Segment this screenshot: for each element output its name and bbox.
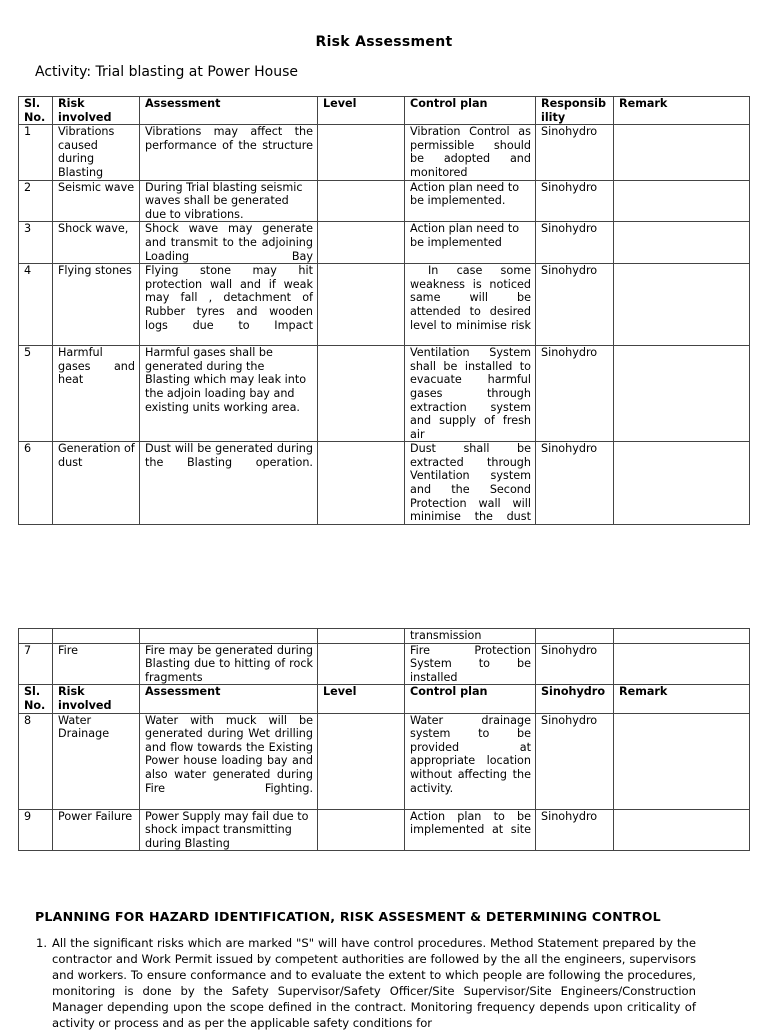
cell-responsibility: Sinohydro [536,809,614,851]
list-item-number: 1. [36,936,48,950]
header-control-plan: Control plan [405,97,536,125]
cell-level [318,643,405,685]
cell-assessment: Fire may be generated during Blasting due to hitting of rock fragments [140,643,318,685]
cell-level [318,442,405,525]
cell-risk: Seismic wave [53,180,140,222]
cell-control: transmission [405,629,536,644]
cell-control: Ventilation System shall be installed to evacuate harmful gases through extraction system and supply of fresh air [405,346,536,442]
cell-control: Vibration Control as permissible should be adopted and monitored [405,125,536,180]
cell-risk [53,629,140,644]
cell-no: 1 [19,125,53,180]
cell-control: Action plan need to be implemented [405,222,536,264]
cell-level [318,264,405,346]
cell-assessment: Power Supply may fail due to shock impact transmitting during Blasting [140,809,318,851]
cell-risk: Harmful gases and heat [53,346,140,442]
header-control-plan: Control plan [405,685,536,713]
cell-no: 6 [19,442,53,525]
header-assessment: Assessment [140,97,318,125]
cell-assessment: Vibrations may affect the performance of the structure [140,125,318,180]
table-row [19,809,750,851]
cell-no: 4 [19,264,53,346]
cell-remark [614,629,750,644]
header-risk: Risk involved [53,97,140,125]
cell-level [318,713,405,809]
cell-no: 2 [19,180,53,222]
cell-remark [614,809,750,851]
table-row [19,346,750,442]
cell-level [318,125,405,180]
cell-level [318,629,405,644]
table-row [19,180,750,222]
cell-remark [614,264,750,346]
cell-assessment: Dust will be generated during the Blasting operation. [140,442,318,525]
continuation-row [19,629,750,644]
cell-control: Action plan need to be implemented. [405,180,536,222]
cell-assessment: Water with muck will be generated during Wet drilling and flow towards the Existing Power house loading bay and also water generated during Fire Fighting. [140,713,318,809]
header-level: Level [318,685,405,713]
cell-assessment: During Trial blasting seismic waves shall be generated due to vibrations. [140,180,318,222]
table-row [19,442,750,525]
planning-list [36,936,696,1031]
header-remark: Remark [614,97,750,125]
cell-responsibility: Sinohydro [536,180,614,222]
cell-no [19,629,53,644]
table-header-row [19,97,750,125]
cell-remark [614,125,750,180]
cell-level [318,222,405,264]
table-header-row [19,685,750,713]
list-item [36,936,696,1031]
cell-assessment [140,629,318,644]
cell-risk: Shock wave, [53,222,140,264]
cell-risk: Fire [53,643,140,685]
cell-responsibility [536,629,614,644]
cell-control: Fire Protection System to be installed [405,643,536,685]
document-title: Risk Assessment [315,34,453,50]
table-row [19,713,750,809]
header-responsibility: Sinohydro [536,685,614,713]
header-risk: Risk involved [53,685,140,713]
cell-no: 3 [19,222,53,264]
cell-responsibility: Sinohydro [536,442,614,525]
cell-assessment: Harmful gases shall be generated during the Blasting which may leak into the adjoin loading bay and existing units working area. [140,346,318,442]
cell-no: 7 [19,643,53,685]
cell-control: In case some weakness is noticed same will be attended to desired level to minimise risk [405,264,536,346]
table-row [19,222,750,264]
cell-risk: Water Drainage [53,713,140,809]
header-sl-no: Sl. No. [19,97,53,125]
cell-risk: Vibrations caused during Blasting [53,125,140,180]
cell-level [318,809,405,851]
cell-level [318,180,405,222]
cell-responsibility: Sinohydro [536,346,614,442]
cell-remark [614,180,750,222]
cell-no: 5 [19,346,53,442]
cell-control: Water drainage system to be provided at appropriate location without affecting the activity. [405,713,536,809]
cell-level [318,346,405,442]
header-assessment: Assessment [140,685,318,713]
activity-line: Activity: Trial blasting at Power House [35,64,298,80]
cell-responsibility: Sinohydro [536,264,614,346]
cell-responsibility: Sinohydro [536,643,614,685]
risk-table-1 [18,96,750,525]
cell-assessment: Flying stone may hit protection wall and if weak may fall , detachment of Rubber tyres and wooden logs due to Impact [140,264,318,346]
risk-table-2 [18,628,750,851]
cell-responsibility: Sinohydro [536,713,614,809]
header-sl-no: Sl. No. [19,685,53,713]
cell-risk: Generation of dust [53,442,140,525]
table-row [19,264,750,346]
cell-assessment: Shock wave may generate and transmit to the adjoining Loading Bay [140,222,318,264]
header-level: Level [318,97,405,125]
cell-control: Action plan to be implemented at site [405,809,536,851]
cell-remark [614,222,750,264]
cell-responsibility: Sinohydro [536,222,614,264]
header-remark: Remark [614,685,750,713]
cell-remark [614,713,750,809]
planning-heading: PLANNING FOR HAZARD IDENTIFICATION, RISK ASSESMENT & DETERMINING CONTROL [35,909,661,924]
table-row [19,125,750,180]
header-responsibility: Responsib ility [536,97,614,125]
list-item-text: All the significant risks which are marked "S" will have control procedures. Method Statement prepared by the contractor and Work Permit issued by competent authorities are followed by the all the engineers, supervisors and workers. To ensure conformance and to evaluate the extent to which people are following the procedures, monitoring is done by the Safety Supervisor/Safety Officer/Site Supervisor/Site Engineers/Construction Manager depending upon the scope defined in the contract. Monitoring frequency depends upon criticality of activity or process and as per the applicable safety conditions for [52,936,696,1030]
table-row [19,643,750,685]
cell-no: 8 [19,713,53,809]
cell-risk: Power Failure [53,809,140,851]
cell-responsibility: Sinohydro [536,125,614,180]
cell-remark [614,442,750,525]
cell-control: Dust shall be extracted through Ventilation system and the Second Protection wall will minimise the dust [405,442,536,525]
cell-risk: Flying stones [53,264,140,346]
cell-no: 9 [19,809,53,851]
cell-remark [614,643,750,685]
cell-remark [614,346,750,442]
